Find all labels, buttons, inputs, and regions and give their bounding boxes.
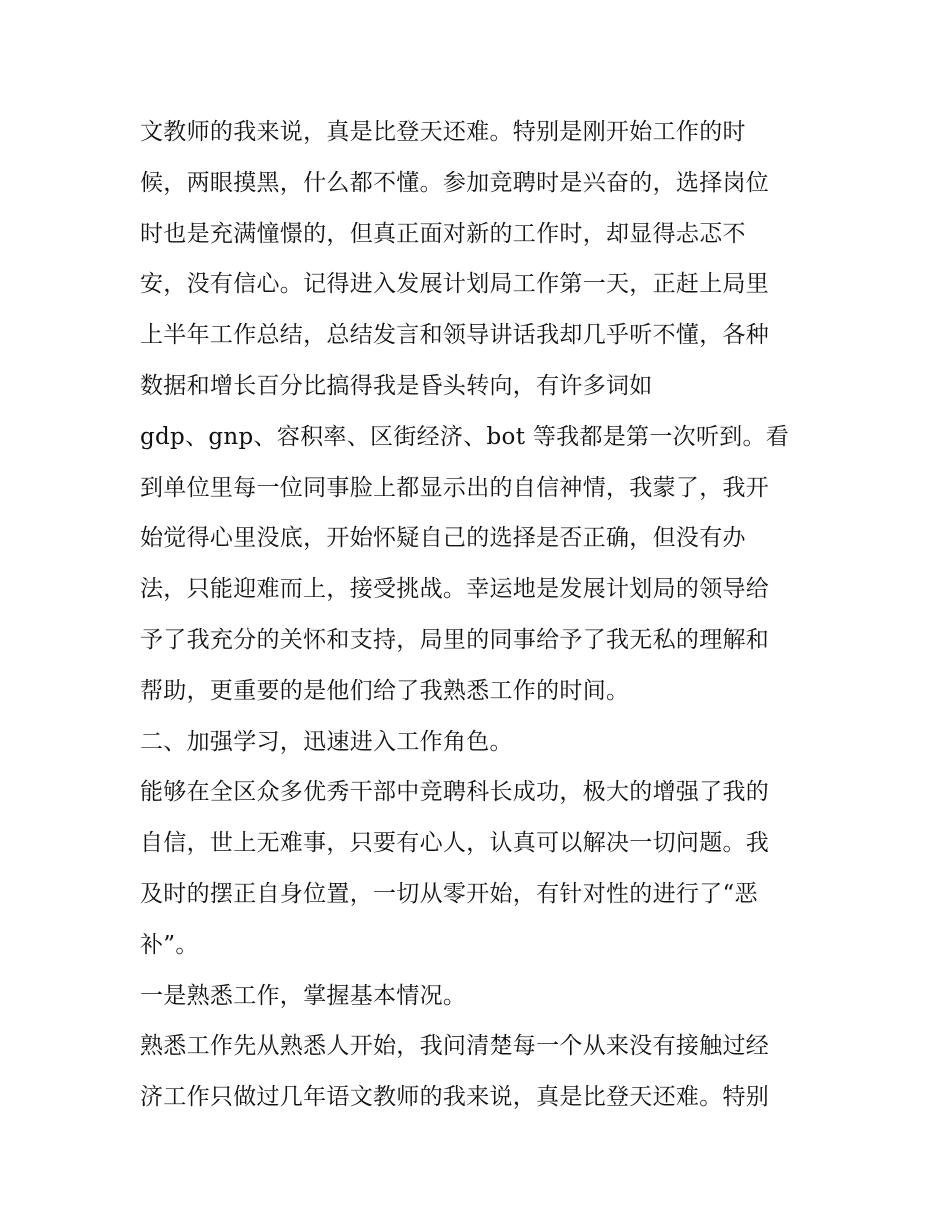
text-line: 安，没有信心。记得进入发展计划局工作第一天，正赶上局里 (140, 271, 770, 298)
text-line: 济工作只做过几年语文教师的我来说，真是比登天还难。特别 (140, 1084, 770, 1111)
text-line: 熟悉工作先从熟悉人开始，我问清楚每一个从来没有接触过经 (140, 1033, 770, 1060)
text-line: 到单位里每一位同事脸上都显示出的自信神情，我蒙了，我开 (140, 474, 770, 501)
subsection-heading: 一是熟悉工作，掌握基本情况。 (140, 982, 467, 1009)
text-line: 文教师的我来说，真是比登天还难。特别是刚开始工作的时 (140, 119, 746, 145)
text-line: 法，只能迎难而上，接受挑战。幸运地是发展计划局的领导给 (140, 576, 770, 603)
text-line: gdp、gnp、容积率、区街经济、bot 等我都是第一次听到。看 (140, 423, 790, 450)
text-line: 补”。 (140, 931, 199, 958)
text-line: 能够在全区众多优秀干部中竞聘科长成功，极大的增强了我的 (140, 779, 770, 806)
text-line: 及时的摆正自身位置，一切从零开始，有针对性的进行了“恶 (140, 880, 758, 907)
text-line: 数据和增长百分比搞得我是昏头转向，有许多词如 (140, 372, 653, 399)
text-line: 候，两眼摸黑，什么都不懂。参加竞聘时是兴奋的，选择岗位 (140, 169, 770, 196)
text-line: 予了我充分的关怀和支持，局里的同事给予了我无私的理解和 (140, 626, 770, 653)
text-line: 时也是充满憧憬的，但真正面对新的工作时，却显得忐忑不 (140, 220, 746, 247)
text-line: 帮助，更重要的是他们给了我熟悉工作的时间。 (140, 677, 630, 704)
text-line: 自信，世上无难事，只要有心人，认真可以解决一切问题。我 (140, 830, 770, 857)
text-line: 上半年工作总结，总结发言和领导讲话我却几乎听不懂，各种 (140, 322, 770, 349)
section-heading: 二、加强学习，迅速进入工作角色。 (140, 728, 513, 755)
body-text (140, 107, 820, 1123)
text-line: 始觉得心里没底，开始怀疑自己的选择是否正确，但没有办 (140, 525, 746, 552)
